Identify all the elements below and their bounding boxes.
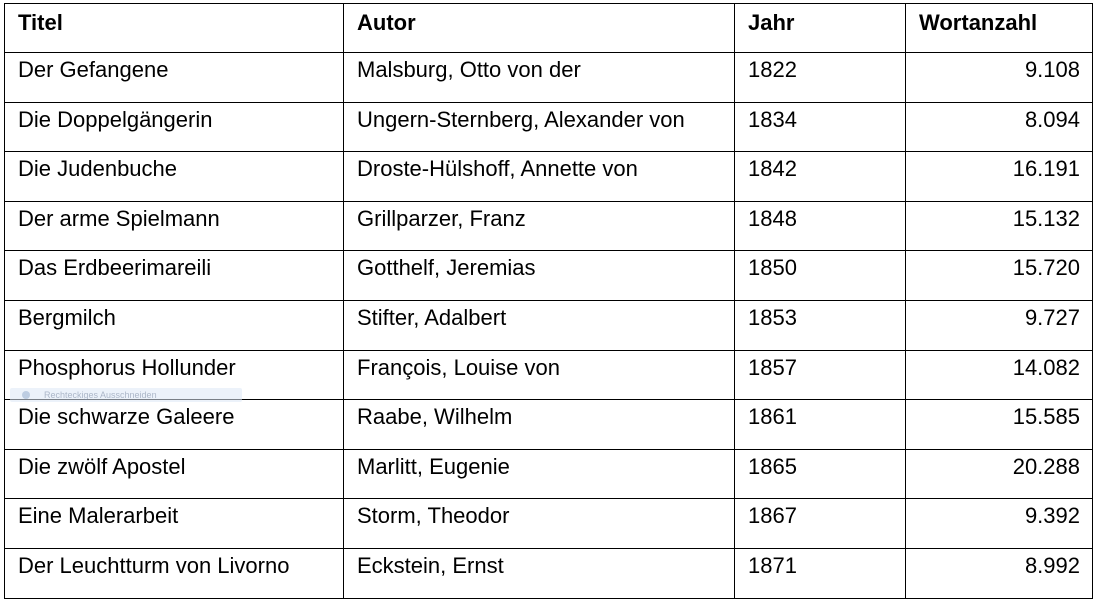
table-row	[5, 102, 1093, 152]
table-row	[5, 499, 1093, 549]
header-word-count: Wortanzahl	[906, 4, 1093, 53]
cell-word-count: 20.288	[906, 449, 1093, 499]
cell-year: 1861	[735, 400, 906, 450]
cell-title: Die schwarze Galeere	[5, 400, 344, 450]
cell-author: Ungern-Sternberg, Alexander von	[344, 102, 735, 152]
table-row	[5, 400, 1093, 450]
cell-title: Eine Malerarbeit	[5, 499, 344, 549]
cell-author: Stifter, Adalbert	[344, 300, 735, 350]
cell-author: Eckstein, Ernst	[344, 548, 735, 598]
table-header-row	[5, 4, 1093, 53]
cell-author: Malsburg, Otto von der	[344, 53, 735, 103]
cell-title: Das Erdbeerimareili	[5, 251, 344, 301]
cell-title: Die Doppelgängerin	[5, 102, 344, 152]
cell-title: Der Gefangene	[5, 53, 344, 103]
cell-title: Phosphorus Hollunder	[5, 350, 344, 400]
cell-word-count: 8.992	[906, 548, 1093, 598]
table-row	[5, 53, 1093, 103]
table-row	[5, 548, 1093, 598]
cell-year: 1842	[735, 152, 906, 202]
cell-title: Der arme Spielmann	[5, 201, 344, 251]
cell-year: 1857	[735, 350, 906, 400]
cell-year: 1834	[735, 102, 906, 152]
cell-year: 1848	[735, 201, 906, 251]
cell-word-count: 14.082	[906, 350, 1093, 400]
snip-tooltip-label: Rechteckiges Ausschneiden	[44, 390, 157, 400]
cell-word-count: 15.132	[906, 201, 1093, 251]
header-year: Jahr	[735, 4, 906, 53]
table-row	[5, 152, 1093, 202]
cell-word-count: 9.727	[906, 300, 1093, 350]
cell-word-count: 15.585	[906, 400, 1093, 450]
header-author: Autor	[344, 4, 735, 53]
cell-year: 1850	[735, 251, 906, 301]
cell-author: François, Louise von	[344, 350, 735, 400]
cell-year: 1871	[735, 548, 906, 598]
cell-word-count: 9.392	[906, 499, 1093, 549]
cell-author: Storm, Theodor	[344, 499, 735, 549]
cell-word-count: 16.191	[906, 152, 1093, 202]
cell-year: 1865	[735, 449, 906, 499]
table-row	[5, 449, 1093, 499]
table-row	[5, 300, 1093, 350]
header-title: Titel	[5, 4, 344, 53]
table-row	[5, 350, 1093, 400]
cell-year: 1822	[735, 53, 906, 103]
cell-author: Droste-Hülshoff, Annette von	[344, 152, 735, 202]
cell-title: Der Leuchtturm von Livorno	[5, 548, 344, 598]
cell-word-count: 8.094	[906, 102, 1093, 152]
cell-author: Gotthelf, Jeremias	[344, 251, 735, 301]
cell-title: Die zwölf Apostel	[5, 449, 344, 499]
cell-year: 1853	[735, 300, 906, 350]
table-row	[5, 201, 1093, 251]
novellas-table	[4, 3, 1093, 599]
cell-author: Marlitt, Eugenie	[344, 449, 735, 499]
cell-word-count: 15.720	[906, 251, 1093, 301]
cell-title: Bergmilch	[5, 300, 344, 350]
cell-title: Die Judenbuche	[5, 152, 344, 202]
cell-word-count: 9.108	[906, 53, 1093, 103]
cell-year: 1867	[735, 499, 906, 549]
cell-author: Grillparzer, Franz	[344, 201, 735, 251]
cell-author: Raabe, Wilhelm	[344, 400, 735, 450]
table-row	[5, 251, 1093, 301]
